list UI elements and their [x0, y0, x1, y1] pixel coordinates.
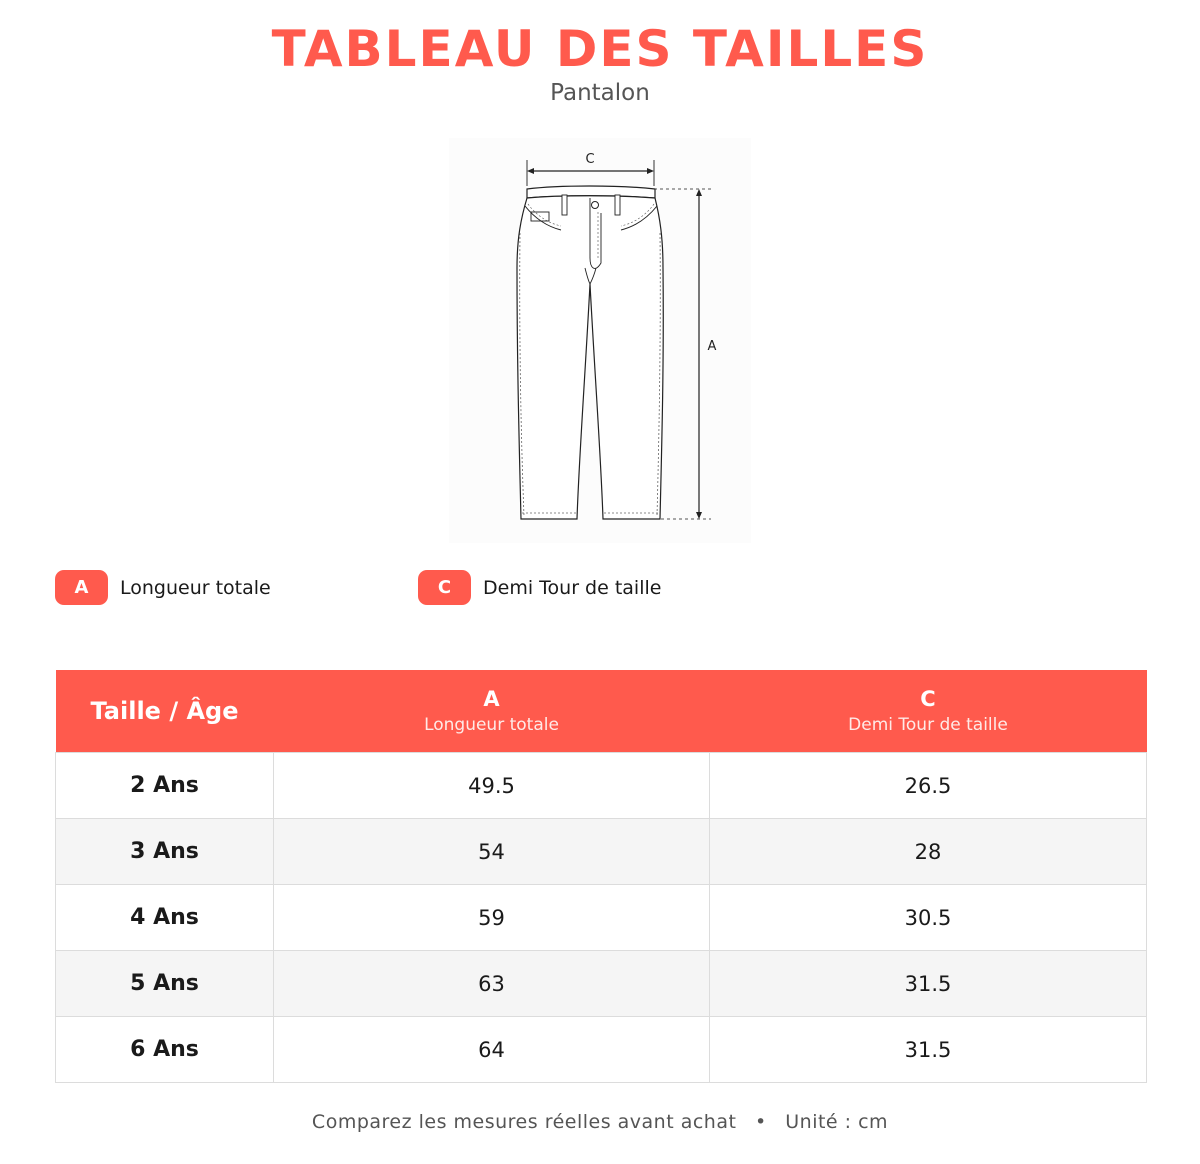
cell-a: 59	[274, 885, 710, 951]
diagram-label-a: A	[707, 339, 717, 354]
legend-label-a: Longueur totale	[120, 576, 271, 599]
header-a-key: A	[483, 687, 500, 711]
header-c-key: C	[920, 687, 936, 711]
cell-a: 64	[274, 1017, 710, 1083]
table-row	[56, 885, 1147, 951]
header-a	[274, 670, 710, 753]
cell-a: 54	[274, 819, 710, 885]
header-size-age	[56, 670, 274, 753]
footer-note-text: Comparez les mesures réelles avant achat	[311, 1111, 737, 1133]
footer-note	[0, 1111, 1200, 1133]
table-row	[56, 951, 1147, 1017]
table-header-row	[56, 670, 1147, 753]
cell-size: 6 Ans	[56, 1017, 274, 1083]
pants-illustration	[449, 138, 751, 543]
table-row	[56, 819, 1147, 885]
cell-c: 30.5	[710, 885, 1147, 951]
header-c-label: Demi Tour de taille	[848, 715, 1008, 735]
diagram-label-c: C	[585, 152, 595, 167]
header-a-label: Longueur totale	[424, 715, 559, 735]
cell-a: 63	[274, 951, 710, 1017]
table-row	[56, 753, 1147, 819]
table-row	[56, 1017, 1147, 1083]
cell-size: 3 Ans	[56, 819, 274, 885]
cell-c: 28	[710, 819, 1147, 885]
legend-label-c: Demi Tour de taille	[483, 576, 662, 599]
header-c	[710, 670, 1147, 753]
cell-a: 49.5	[274, 753, 710, 819]
cell-size: 2 Ans	[56, 753, 274, 819]
cell-c: 26.5	[710, 753, 1147, 819]
cell-c: 31.5	[710, 1017, 1147, 1083]
footer-unit: Unité : cm	[785, 1111, 889, 1133]
cell-c: 31.5	[710, 951, 1147, 1017]
page-title: TABLEAU DES TAILLES	[271, 20, 929, 78]
legend-item-a	[55, 570, 271, 605]
pants-diagram	[449, 138, 751, 543]
size-table	[55, 670, 1147, 1083]
footer-separator: •	[754, 1111, 767, 1133]
legend-badge-a: A	[55, 570, 108, 605]
legend-badge-c: C	[418, 570, 471, 605]
cell-size: 4 Ans	[56, 885, 274, 951]
header-size-age-label: Taille / Âge	[90, 697, 239, 725]
page-subtitle: Pantalon	[550, 80, 650, 106]
cell-size: 5 Ans	[56, 951, 274, 1017]
legend-item-c	[418, 570, 661, 605]
